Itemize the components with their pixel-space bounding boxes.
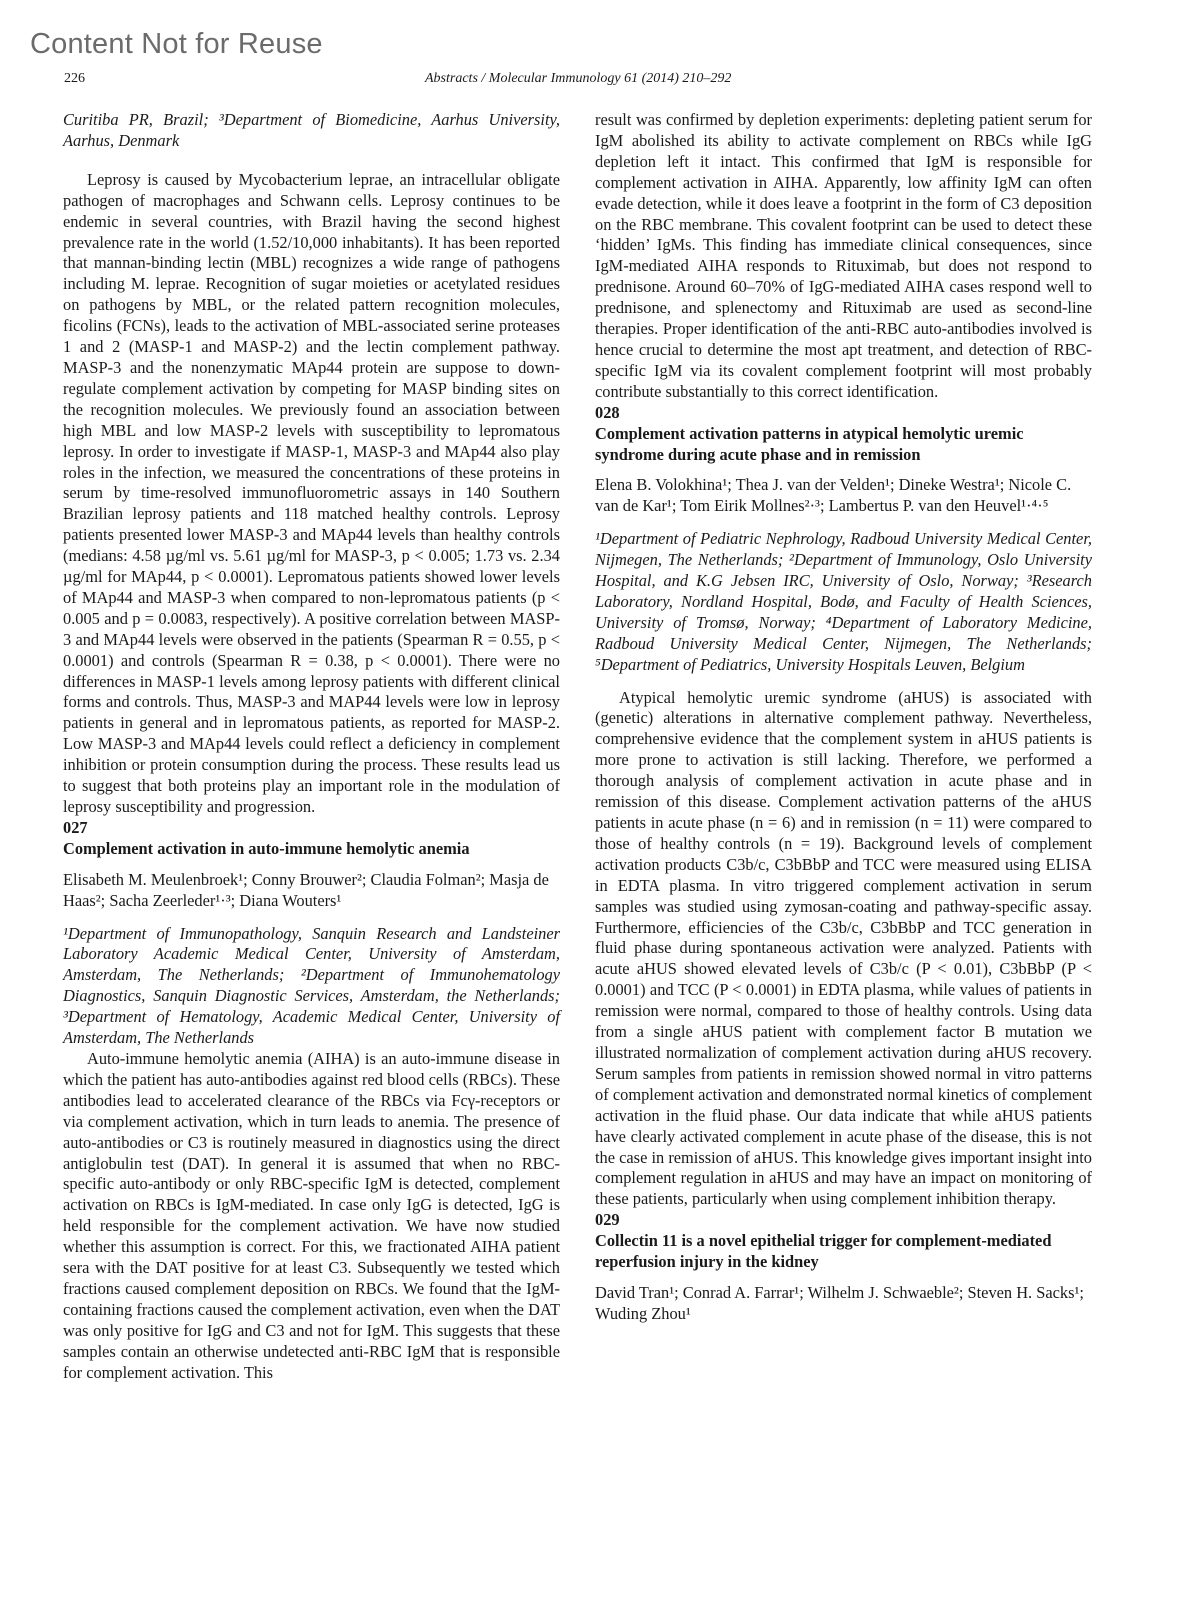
abstract-title-028: Complement activation patterns in atypical hemolytic uremic syndrome during acute phase and in remission — [595, 423, 1024, 464]
running-header: Abstracts / Molecular Immunology 61 (2014) 210–292 — [425, 71, 732, 86]
abstract-number-029: 029 — [595, 1210, 620, 1230]
authors-027: Elisabeth M. Meulenbroek¹; Conny Brouwer²; Claudia Folman²; Masja de Haas²; Sacha Zeerleder¹·³; Diana Wouters¹ — [63, 869, 549, 910]
left-column — [63, 110, 560, 1383]
watermark: Content Not for Reuse — [30, 28, 323, 60]
abstract-027-body-part2: result was confirmed by depletion experiments: depleting patient serum for IgM abolished its ability to activate complement on RBCs while IgG depletion left it intact. This confirmed that IgM is responsible for complement activation in AIHA. Apparently, low affinity IgM can often evade detection, while it does leave a footprint in the form of C3 deposition on the RBC membrane. This covalent footprint can be used to detect these ‘hidden’ IgMs. This finding has immediate clinical consequences, since IgM-mediated AIHA responds to Rituximab, but does not respond to prednisone. Around 60–70% of IgG-mediated AIHA cases respond well to prednisone, and splenectomy and Rituximab are used as second-line therapies. Proper identification of the anti-RBC auto-antibodies involved is hence crucial to determine the most apt treatment, and detection of RBC-specific IgM via its covalent complement footprint will most probably contribute substantially to this correct identification. — [595, 110, 1092, 401]
right-column — [595, 110, 1092, 1325]
authors-028: Elena B. Volokhina¹; Thea J. van der Velden¹; Dineke Westra¹; Nicole C. van de Kar¹; Tom Eirik Mollnes²·³; Lambertus P. van den Heuvel¹·⁴·⁵ — [595, 475, 1072, 516]
abstract-026-body: Leprosy is caused by Mycobacterium leprae, an intracellular obligate pathogen of macrophages and Schwann cells. Leprosy continues to be endemic in several countries, with Brazil having the second highest prevalence rate in the world (1.52/10,000 inhabitants). It has been reported that mannan-binding lectin (MBL) recognizes a wide range of pathogens including M. leprae. Recognition of sugar moieties or acetylated residues on pathogens by MBL, or the related pattern recognition molecules, ficolins (FCNs), leads to the activation of MBL-associated serine proteases 1 and 2 (MASP-1 and MASP-2) and the lectin complement pathway. MASP-3 and the nonenzymatic MAp44 protein are suppose to down-regulate complement activation by competing for MASP binding sites on the recognition molecules. We previously found an association between high MBL and low MASP-2 levels with susceptibility to lepromatous leprosy. In order to investigate if MASP-1, MASP-3 and MAp44 also play roles in the infection, we measured the concentrations of these proteins in serum by time-resolved immunofluorometric assays in 140 Southern Brazilian leprosy patients and 118 matched healthy controls. Leprosy patients presented lower MASP-3 and MAp44 levels than healthy controls (medians: 4.58 µg/ml vs. 5.61 µg/ml for MASP-3, p < 0.005; 1.73 vs. 2.34 µg/ml for MAp44, p < 0.0001). Lepromatous patients showed lower levels of MAp44 and MASP-3 when compared to non-lepromatous patients (p < 0.005 and p = 0.0083, respectively). A positive correlation between MASP-3 and MAp44 levels were observed in the patients (Spearman R = 0.55, p < 0.0001) and controls (Spearman R = 0.38, p < 0.0001). There were no differences in MASP-1 levels among leprosy patients with different clinical forms and controls. Thus, MASP-3 and MAP44 levels were low in leprosy patients in general and in lepromatous patients, as reported for MASP-2. Low MASP-3 and MAp44 levels could reflect a deficiency in complement inhibition or protein consumption during the process. These results lead us to suggest that both proteins play an important role in the modulation of leprosy susceptibility and progression. — [63, 169, 560, 816]
authors-029: David Tran¹; Conrad A. Farrar¹; Wilhelm J. Schwaeble²; Steven H. Sacks¹; Wuding Zhou¹ — [595, 1282, 1084, 1323]
affiliations-028: ¹Department of Pediatric Nephrology, Radboud University Medical Center, Nijmegen, The Netherlands; ²Department of Immunology, Oslo University Hospital, and K.G Jebsen IRC, University of Oslo, Norway; ³Research Laboratory, Nordland Hospital, Bodø, and Faculty of Health Sciences, University of Tromsø, Norway; ⁴Department of Laboratory Medicine, Radboud University Medical Center, Nijmegen, The Netherlands; ⁵Department of Pediatrics, University Hospitals Leuven, Belgium — [595, 529, 1092, 674]
abstract-number-027: 027 — [63, 817, 88, 837]
abstract-028-body: Atypical hemolytic uremic syndrome (aHUS) is associated with (genetic) alterations in alternative complement pathway. Nevertheless, comprehensive evidence that the complement system in aHUS patients is more prone to activation is still lacking. Therefore, we performed a thorough analysis of complement activation in acute phase and in remission of this disease. Complement activation patterns of the aHUS patients in acute phase (n = 6) and in remission (n = 11) were compared to those of healthy controls (n = 19). Background levels of complement activation products C3b/c, C3bBbP and TCC were measured using ELISA in EDTA plasma. In vitro triggered complement activation in serum samples was studied using zymosan-coating and pathway-specific assay. Furthermore, efficiencies of the C3b/c, C3bBbP and TCC generation in fluid phase during spontaneous activation were analyzed. Patients with acute aHUS showed elevated levels of C3b/c (P < 0.01), C3bBbP (P < 0.0001) and TCC (P < 0.0001) in EDTA plasma, while values of patients in remission were normal, compared to those of healthy controls. Using data from a single aHUS patient with complement factor B mutation we illustrated normalization of complement activation during aHUS recovery. Serum samples from patients in remission showed normal in vitro patterns of complement activation and demonstrated normal kinetics of complement activation in the fluid phase. Our data indicate that while aHUS patients have clearly activated complement in acute phase of the disease, this is not the case in remission of aHUS. This knowledge gives important insight into complement regulation in aHUS and may have an impact on monitoring of these patients, particularly when using complement inhibition therapy. — [595, 687, 1092, 1209]
affiliations-026-tail: Curitiba PR, Brazil; ³Department of Biomedicine, Aarhus University, Aarhus, Denmark — [63, 110, 560, 150]
abstract-027-body-part1: Auto-immune hemolytic anemia (AIHA) is an auto-immune disease in which the patient has auto-antibodies against red blood cells (RBCs). These antibodies lead to accelerated clearance of the RBCs via Fcγ-receptors or via complement activation, which in turn leads to anemia. The presence of auto-antibodies or C3 is routinely measured in diagnostics using the direct antiglobulin test (DAT). In general it is assumed that when no RBC-specific auto-antibody or only RBC-specific IgM is detected, complement activation on RBCs is IgM-mediated. In case only IgG is detected, IgG is held responsible for the complement activation. We have now studied whether this assumption is correct. For this, we fractionated AIHA patient sera with the DAT positive for at least C3. Subsequently we tested which fractions caused complement deposition on RBCs. We found that the IgM-containing fractions caused the complement activation, even when the DAT was only positive for IgG and C3 and not for IgM. This suggests that these samples contain an otherwise undetected anti-RBC IgM that is responsible for complement activation. This — [63, 1048, 560, 1382]
affiliations-027: ¹Department of Immunopathology, Sanquin Research and Landsteiner Laboratory Academic Medical Center, University of Amsterdam, Amsterdam, The Netherlands; ²Department of Immunohematology Diagnostics, Sanquin Diagnostic Services, Amsterdam, the Netherlands; ³Department of Hematology, Academic Medical Center, University of Amsterdam, The Netherlands — [63, 923, 560, 1048]
abstract-title-029: Collectin 11 is a novel epithelial trigger for complement-mediated reperfusion injury in the kidney — [595, 1231, 1052, 1272]
abstract-number-028: 028 — [595, 402, 620, 422]
page-number: 226 — [64, 71, 85, 86]
abstract-title-027: Complement activation in auto-immune hemolytic anemia — [63, 838, 470, 858]
